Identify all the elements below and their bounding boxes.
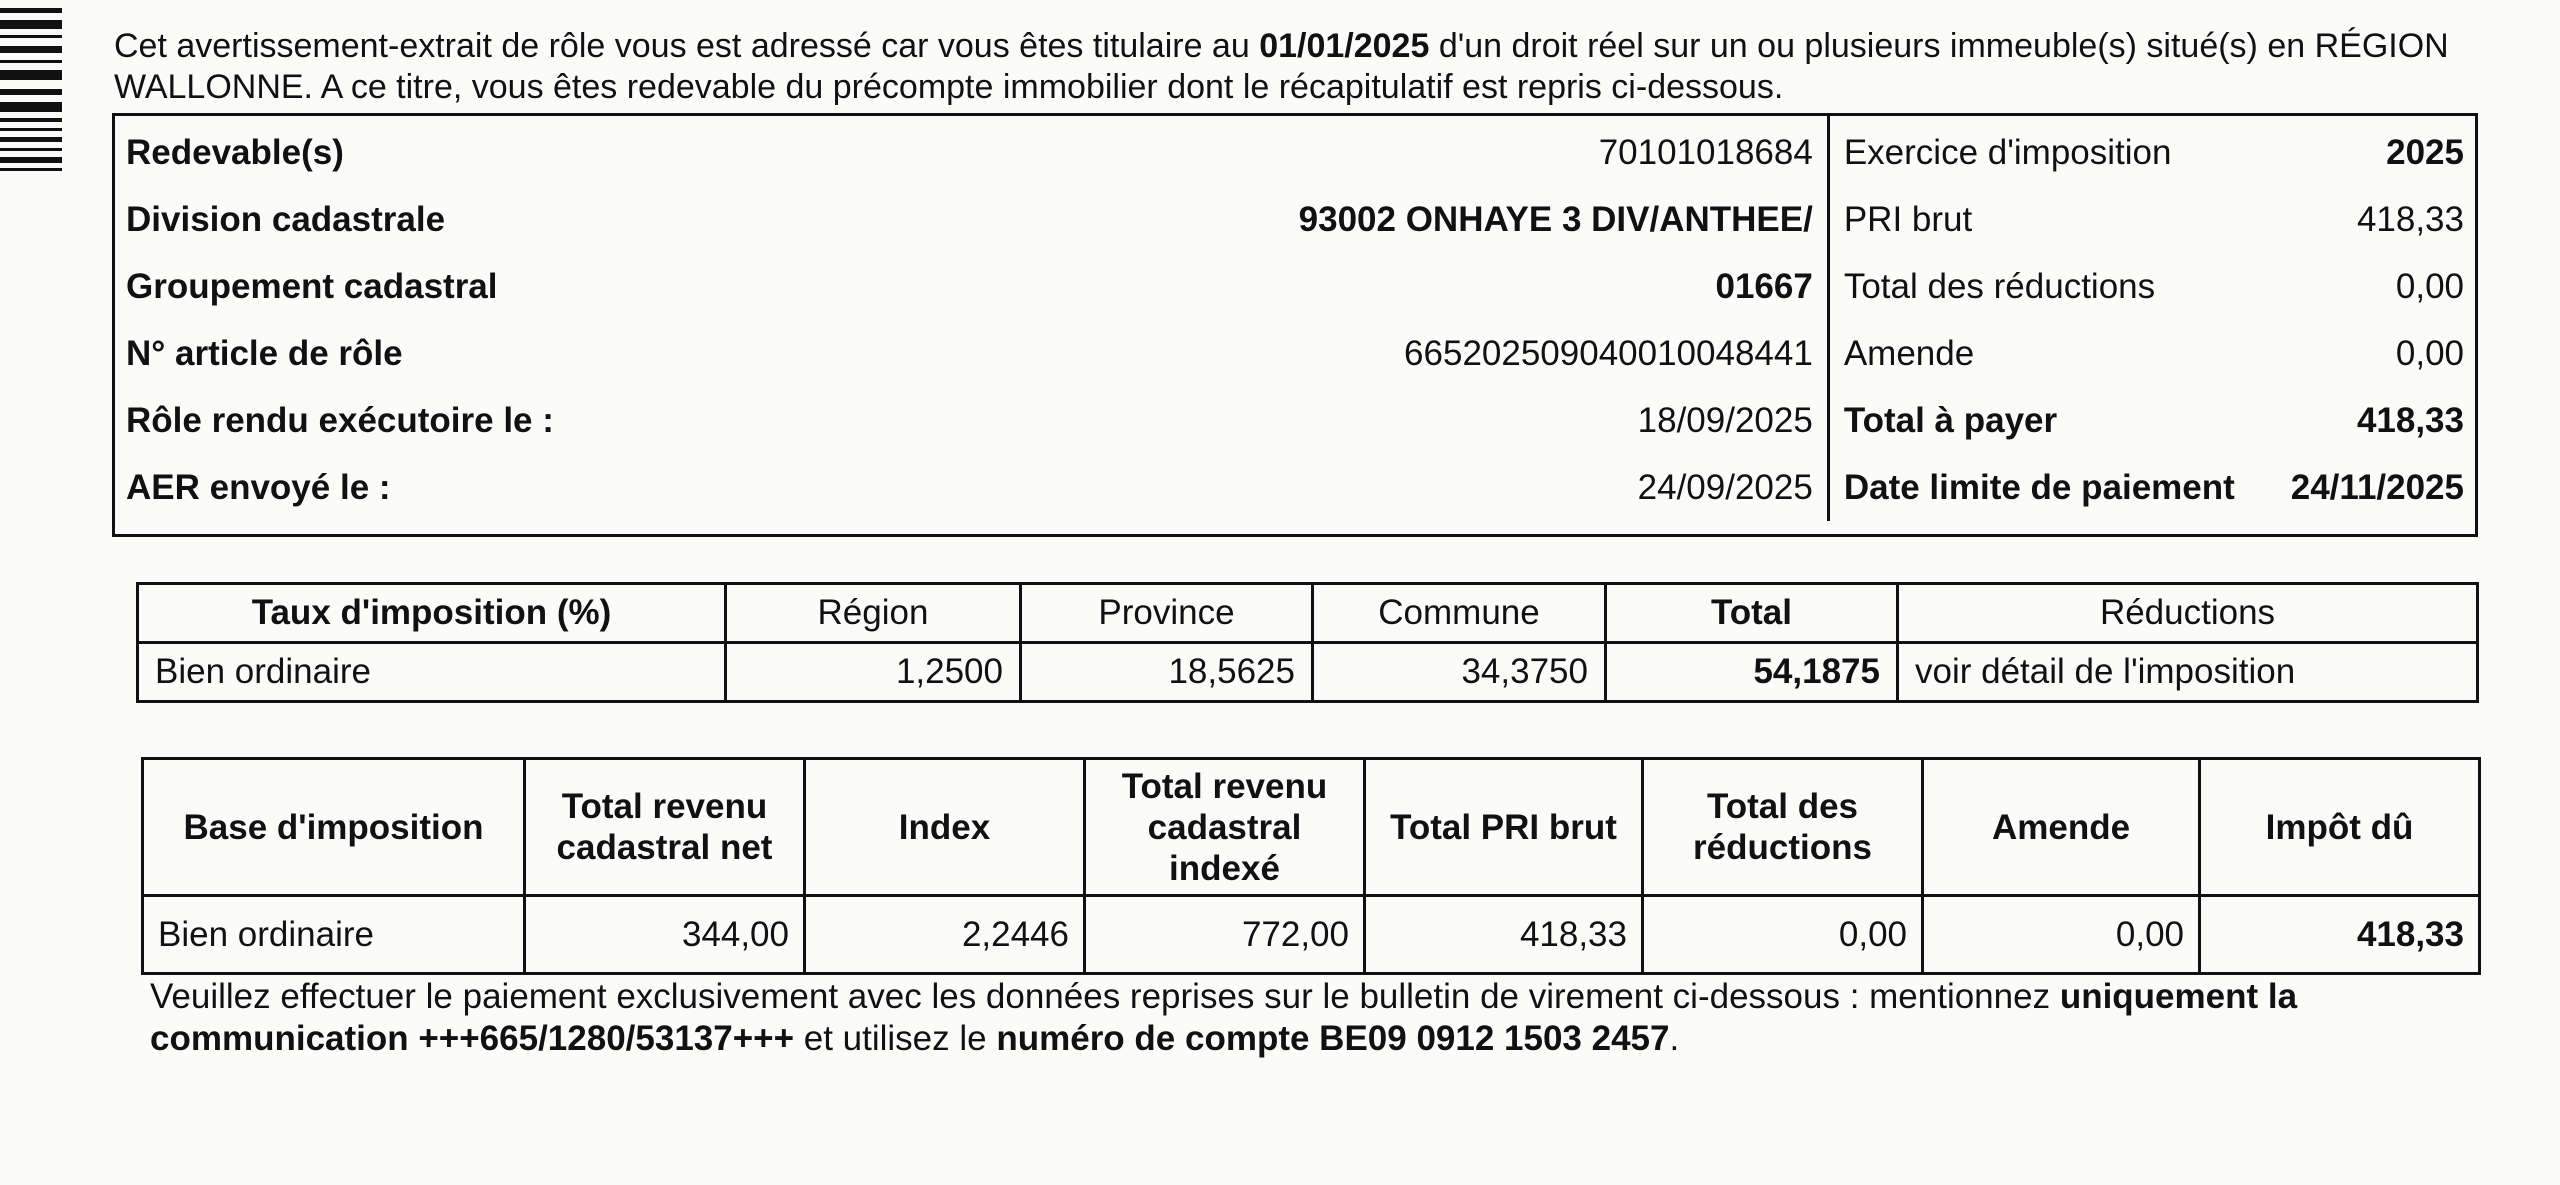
base-cell: 772,00 xyxy=(1085,896,1365,974)
rates-cell: Bien ordinaire xyxy=(138,643,726,702)
summary-right-value: 418,33 xyxy=(2356,199,2464,239)
summary-label: Groupement cadastral xyxy=(126,266,498,306)
summary-right-value: 2025 xyxy=(2386,132,2464,172)
tax-base-table xyxy=(141,757,2481,975)
base-cell: 0,00 xyxy=(1923,896,2200,974)
summary-row xyxy=(112,387,2478,454)
rates-cell: 18,5625 xyxy=(1021,643,1313,702)
base-header: Total PRI brut xyxy=(1365,759,1643,896)
rates-header: Région xyxy=(726,584,1021,643)
summary-right-value: 24/11/2025 xyxy=(2290,467,2464,507)
base-header: Total revenu cadastral net xyxy=(525,759,805,896)
base-header: Total des réductions xyxy=(1643,759,1923,896)
summary-row xyxy=(112,186,2478,253)
footnote-text-1: Veuillez effectuer le paiement exclusivement avec les données reprises sur le bulletin de virement ci-dessous : mentionnez xyxy=(150,977,2060,1016)
summary-value: 665202509040010048441 xyxy=(856,320,1829,387)
rates-header: Commune xyxy=(1313,584,1606,643)
base-header: Amende xyxy=(1923,759,2200,896)
summary-label: Rôle rendu exécutoire le : xyxy=(126,400,554,440)
base-header-row xyxy=(143,759,2480,896)
rates-header: Total xyxy=(1606,584,1898,643)
barcode-marks xyxy=(0,0,62,175)
summary-row xyxy=(112,454,2478,521)
summary-right-value: 418,33 xyxy=(2356,400,2464,440)
summary-right-label: PRI brut xyxy=(1843,199,1973,239)
summary-value: 93002 ONHAYE 3 DIV/ANTHEE/ xyxy=(856,186,1829,253)
payment-instructions xyxy=(150,976,2490,1060)
summary-right-label: Total à payer xyxy=(1843,400,2058,440)
footnote-text-3: . xyxy=(1669,1019,1680,1058)
base-cell: Bien ordinaire xyxy=(143,896,525,974)
summary-label: Division cadastrale xyxy=(126,199,446,239)
summary-value: 24/09/2025 xyxy=(856,454,1829,521)
base-cell: 0,00 xyxy=(1643,896,1923,974)
rates-header: Taux d'imposition (%) xyxy=(138,584,726,643)
summary-label: AER envoyé le : xyxy=(126,467,391,507)
base-header: Impôt dû xyxy=(2200,759,2480,896)
tax-rates-table xyxy=(136,582,2479,703)
intro-text-2: d'un droit réel sur un ou plusieurs immeuble(s) situé(s) en RÉGION WALLONNE. A ce titre, vous êtes redevable du précompte immobilier dont le récapitulatif est repris ci-dessous. xyxy=(114,27,2449,106)
footnote-text-2: et utilisez le xyxy=(794,1019,997,1058)
summary-value: 01667 xyxy=(856,253,1829,320)
rates-cell: voir détail de l'imposition xyxy=(1898,643,2478,702)
rates-header: Province xyxy=(1021,584,1313,643)
rates-cell: 54,1875 xyxy=(1606,643,1898,702)
base-header: Total revenu cadastral indexé xyxy=(1085,759,1365,896)
summary-row xyxy=(112,113,2478,186)
summary-right-label: Total des réductions xyxy=(1843,266,2156,306)
intro-date: 01/01/2025 xyxy=(1259,27,1430,65)
summary-right-value: 0,00 xyxy=(2395,333,2464,373)
summary-right-value: 0,00 xyxy=(2395,266,2464,306)
rates-header-row xyxy=(138,584,2478,643)
base-header: Base d'imposition xyxy=(143,759,525,896)
rates-row xyxy=(138,643,2478,702)
base-cell: 418,33 xyxy=(1365,896,1643,974)
summary-value: 70101018684 xyxy=(856,113,1829,186)
summary-table xyxy=(112,113,2478,521)
summary-right-label: Date limite de paiement xyxy=(1843,467,2235,507)
base-cell: 2,2446 xyxy=(805,896,1085,974)
summary-value: 18/09/2025 xyxy=(856,387,1829,454)
base-cell: 418,33 xyxy=(2200,896,2480,974)
summary-right-label: Exercice d'imposition xyxy=(1843,132,2172,172)
intro-text-1: Cet avertissement-extrait de rôle vous est adressé car vous êtes titulaire au xyxy=(114,27,1260,65)
rates-cell: 1,2500 xyxy=(726,643,1021,702)
summary-row xyxy=(112,320,2478,387)
intro-paragraph xyxy=(114,26,2534,108)
base-cell: 344,00 xyxy=(525,896,805,974)
summary-label: N° article de rôle xyxy=(126,333,403,373)
payment-account: numéro de compte BE09 0912 1503 2457 xyxy=(996,1019,1670,1058)
summary-row xyxy=(112,253,2478,320)
rates-header: Réductions xyxy=(1898,584,2478,643)
summary-label: Redevable(s) xyxy=(126,132,344,172)
base-row xyxy=(143,896,2480,974)
base-header: Index xyxy=(805,759,1085,896)
rates-cell: 34,3750 xyxy=(1313,643,1606,702)
payment-communication: uniquement la communication +++665/1280/53137+++ xyxy=(150,977,2298,1058)
summary-right-label: Amende xyxy=(1843,333,1975,373)
